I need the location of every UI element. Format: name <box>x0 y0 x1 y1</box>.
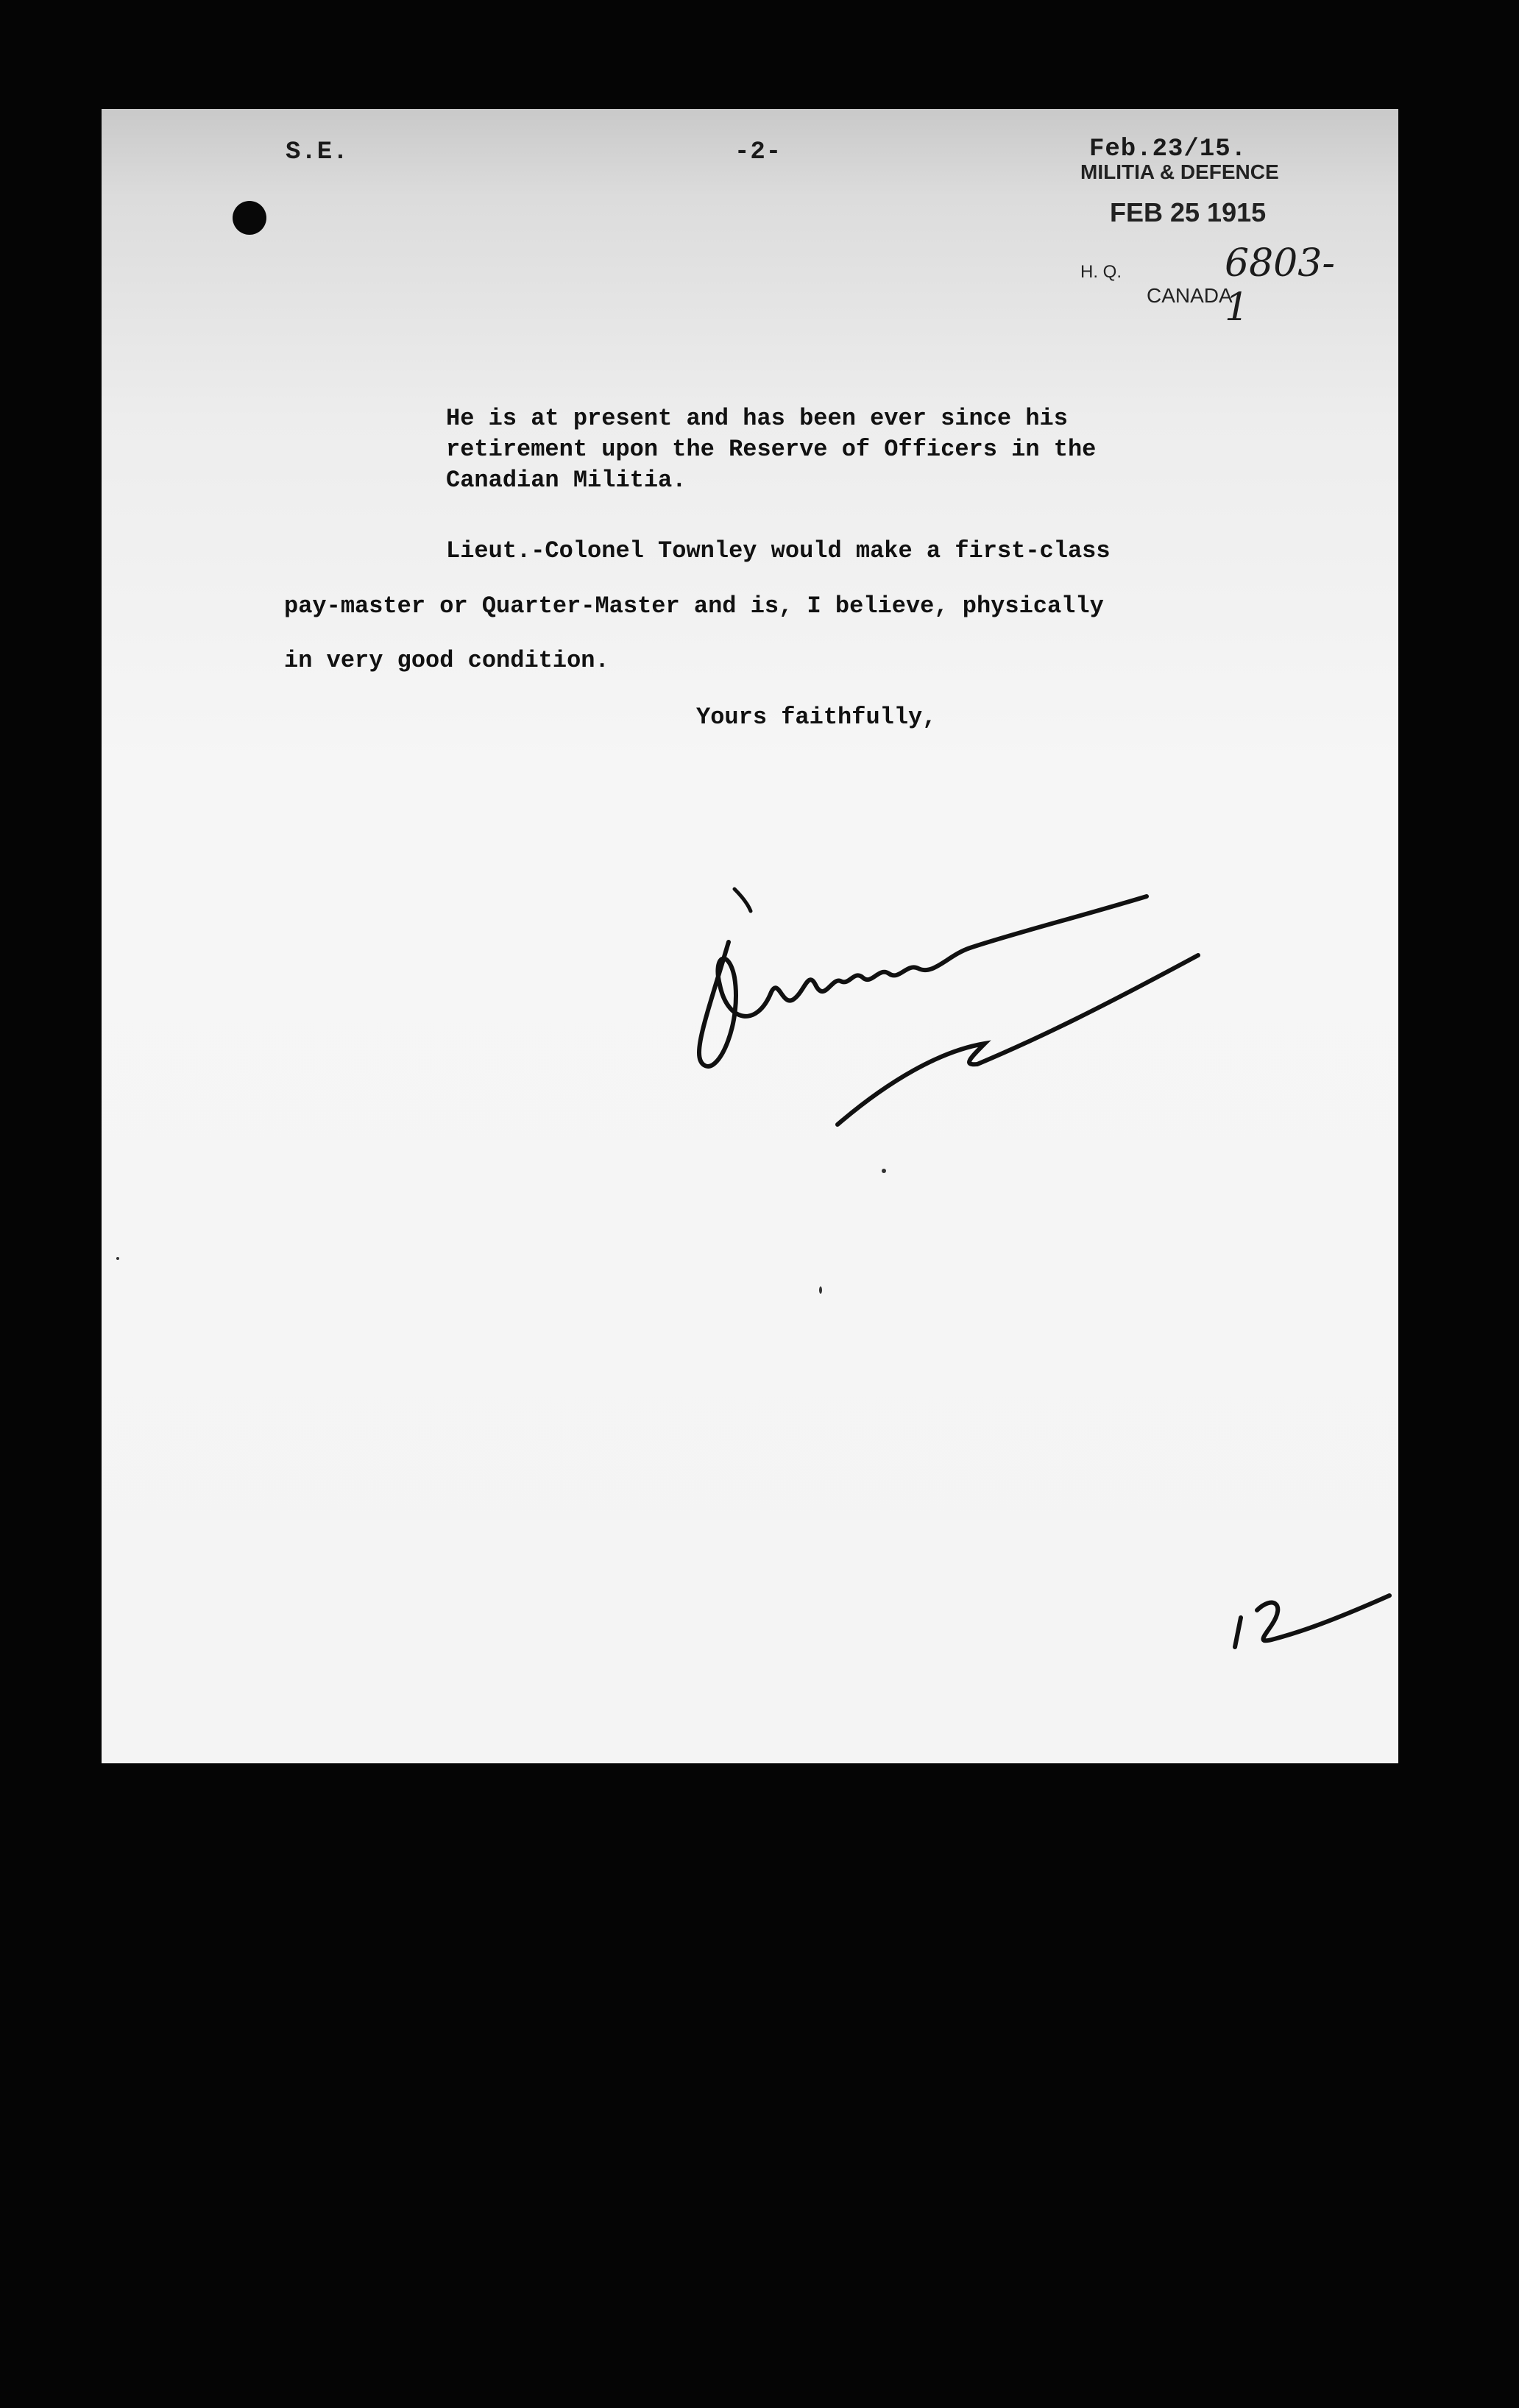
paragraph-2-line: in very good condition. <box>284 647 609 674</box>
header-right-ref: Feb.23/15. <box>1089 135 1247 163</box>
punch-hole <box>233 201 266 235</box>
paragraph-1-line: He is at present and has been ever since his <box>446 405 1068 432</box>
paragraph-1-line: retirement upon the Reserve of Officers in the <box>446 436 1097 463</box>
paragraph-1-line: Canadian Militia. <box>446 467 687 494</box>
paragraph-2-line: pay-master or Quarter-Master and is, I believe, physically <box>284 592 1104 620</box>
handwritten-signature <box>661 712 1250 1191</box>
paper-speck <box>819 1286 822 1294</box>
page-number-mark <box>1176 1566 1397 1669</box>
stamp-organization: MILITIA & DEFENCE <box>1080 160 1279 183</box>
paragraph-2-line: Lieut.-Colonel Townley would make a first-class <box>446 537 1111 564</box>
stamp-file-number: 6803-1 <box>1225 241 1335 330</box>
stamp-date: FEB 25 1915 <box>1110 197 1267 227</box>
stamp-country: CANADA <box>1147 284 1233 307</box>
closing-salutation: Yours faithfully, <box>696 704 937 731</box>
paper-speck <box>882 1169 886 1173</box>
document-page <box>102 109 1398 1763</box>
paragraph-1 <box>446 403 1096 496</box>
header-left-ref: S.E. <box>286 138 349 166</box>
received-stamp <box>1080 153 1335 330</box>
header-page-number: -2- <box>734 138 782 166</box>
paper-speck <box>116 1257 119 1260</box>
stamp-prefix: H. Q. <box>1080 262 1122 282</box>
